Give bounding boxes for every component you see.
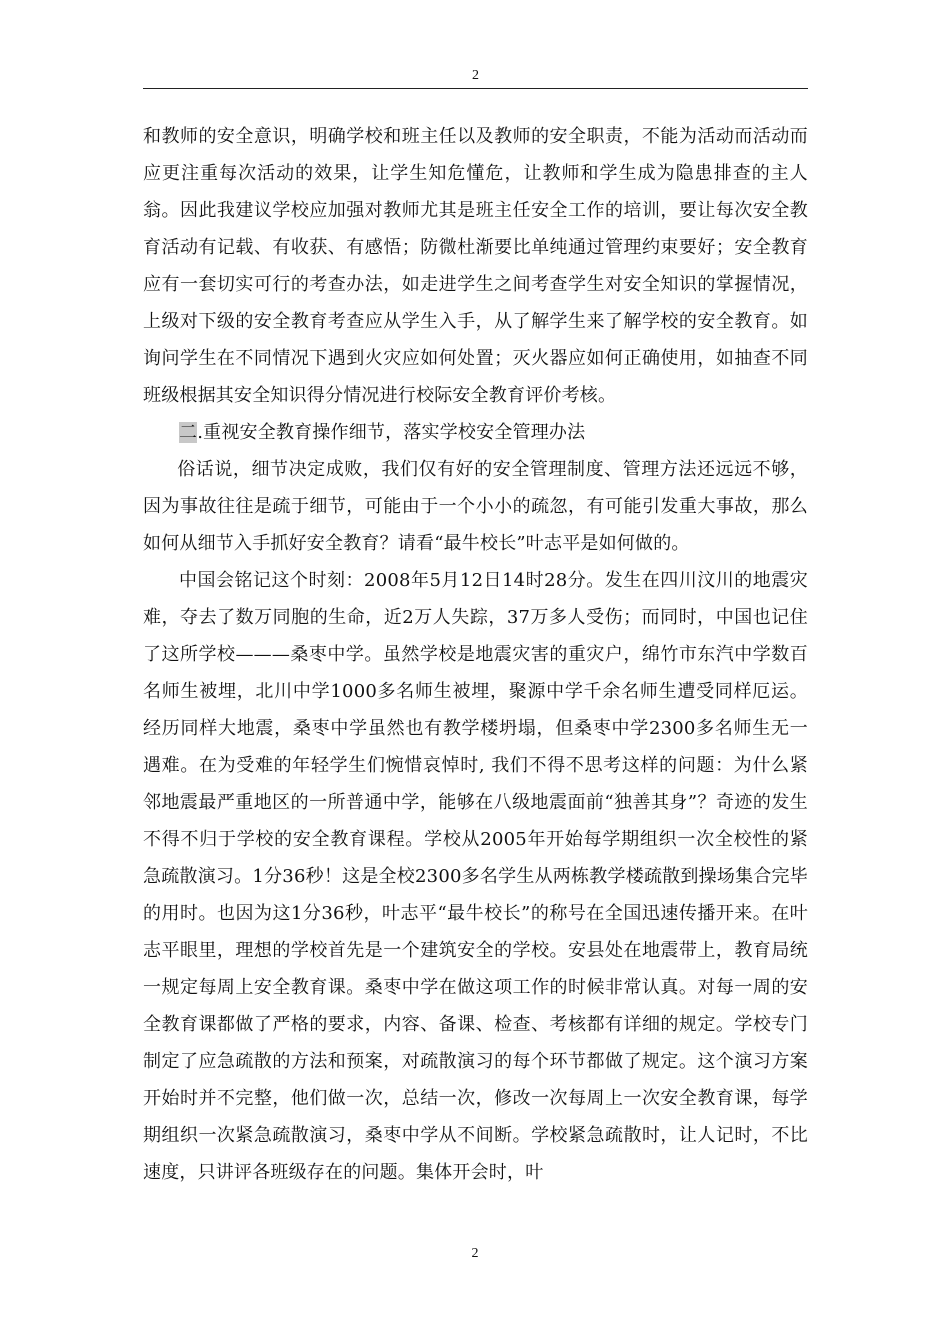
paragraph-3: 中国会铭记这个时刻：2008年5月12日14时28分。发生在四川汶川的地震灾难，夺去了数万同胞的生命，近2万人失踪，37万多人受伤；而同时，中国也记住了这所学校———桑枣中学。虽然学校是地震灾害的重灾户，绵竹市东汽中学数百名师生被埋，北川中学1000多名师生被埋，聚源中学千余名师生遭受同样厄运。经历同样大地震，桑枣中学虽然也有教学楼坍塌，但桑枣中学2300多名师生无一遇难。在为受难的年轻学生们惋惜哀悼时, 我们不得不思考这样的问题：为什么紧邻地震最严重地区的一所普通中学，能够在八级地震面前“独善其身”？奇迹的发生不得不归于学校的安全教育课程。学校从2005年开始每学期组织一次全校性的紧急疏散演习。1分36秒！这是全校2300多名学生从两栋教学楼疏散到操场集合完毕的用时。也因为这1分36秒，叶志平“最牛校长”的称号在全国迅速传播开来。在叶志平眼里，理想的学校首先是一个建筑安全的学校。安县处在地震带上，教育局统一规定每周上安全教育课。桑枣中学在做这项工作的时候非常认真。对每一周的安全教育课都做了严格的要求，内容、备课、检查、考核都有详细的规定。学校专门制定了应急疏散的方法和预案，对疏散演习的每个环节都做了规定。这个演习方案开始时并不完整，他们做一次，总结一次，修改一次每周上一次安全教育课，每学期组织一次紧急疏散演习，桑枣中学从不间断。学校紧急疏散时，让人记时，不比速度，只讲评各班级存在的问题。集体开会时，叶 [143, 570, 808, 1183]
page-header [143, 66, 808, 89]
header-page-number: 2 [472, 68, 479, 83]
footer-page-number: 2 [471, 1246, 479, 1261]
paragraph-2: 俗话说，细节决定成败，我们仅有好的安全管理制度、管理方法还远远不够，因为事故往往是疏于细节，可能由于一个小小的疏忽，有可能引发重大事故，那么如何从细节入手抓好安全教育？请看“最牛校长”叶志平是如何做的。 [143, 459, 808, 554]
document-body [143, 118, 808, 1191]
section-heading-text: .重视安全教育操作细节，落实学校安全管理办法 [197, 422, 586, 443]
section-heading [143, 414, 808, 451]
section-heading-marker: 二 [179, 422, 198, 443]
paragraph-1: 和教师的安全意识，明确学校和班主任以及教师的安全职责，不能为活动而活动而应更注重每次活动的效果，让学生知危懂危，让教师和学生成为隐患排查的主人翁。因此我建议学校应加强对教师尤其是班主任安全工作的培训，要让每次安全教育活动有记载、有收获、有感悟；防微杜渐要比单纯通过管理约束要好；安全教育应有一套切实可行的考查办法，如走进学生之间考查学生对安全知识的掌握情况，上级对下级的安全教育考查应从学生入手，从了解学生来了解学校的安全教育。如询问学生在不同情况下遇到火灾应如何处置；灭火器应如何正确使用，如抽查不同班级根据其安全知识得分情况进行校际安全教育评价考核。 [143, 126, 808, 406]
